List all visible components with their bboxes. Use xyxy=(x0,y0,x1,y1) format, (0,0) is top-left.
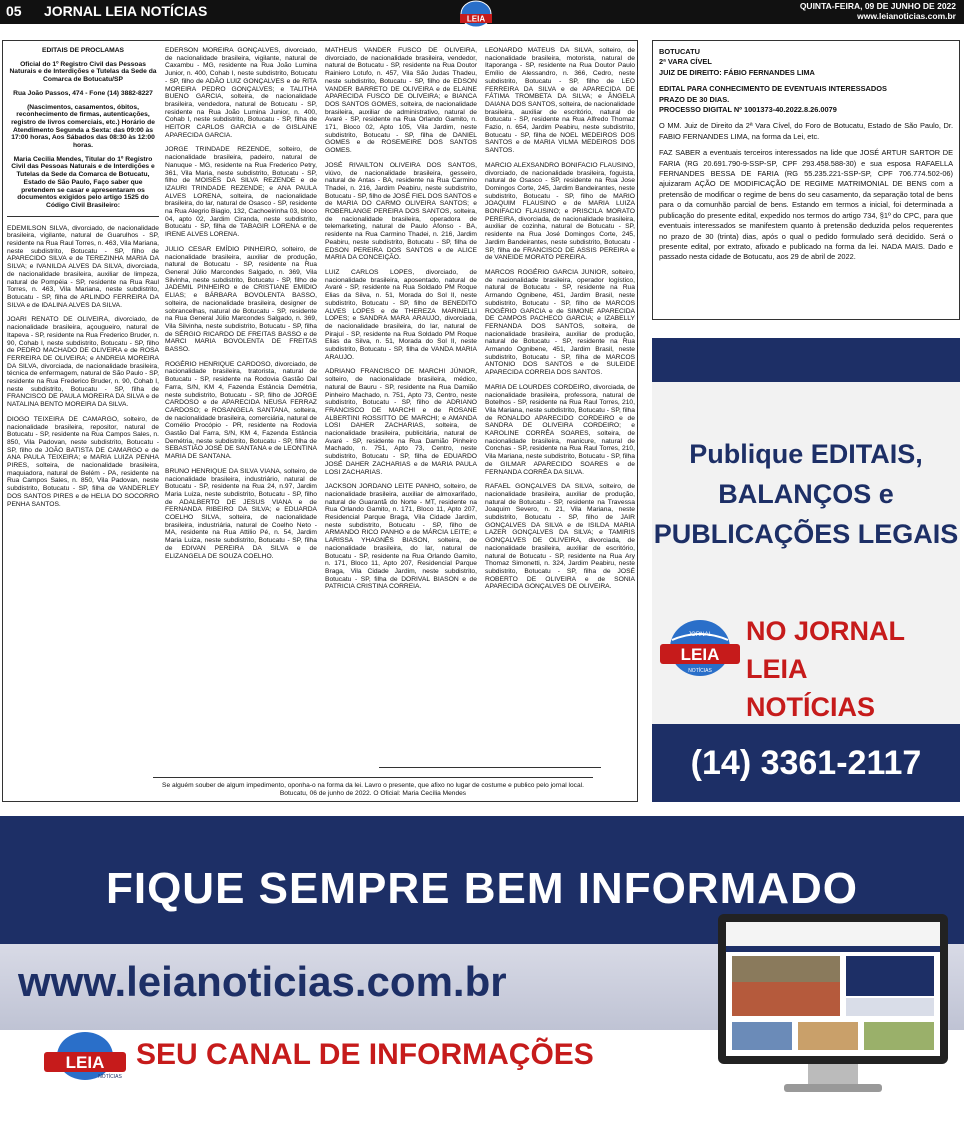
header-date-block xyxy=(800,1,956,21)
proclama-entry: RAFAEL GONÇALVES DA SILVA, solteiro, de nacionalidade brasileira, auxiliar de produção, natural de Botucatu - SP, residente na Travessa Joaquim Severo, n. 21, Vila Mariana, neste subdistrito, Botucatu - SP, filho de JAIR GONÇALVES DA SILVA e de ISILDA MARIA LAZER GONÇALVES DA SILVA; e TAMIRIS GONÇALVES DE OLIVEIRA, divorciada, de nacionalidade brasileira, auxiliar de escritório, natural de Botucatu - SP, residente na Rua Ary Thomaz Simonetti, n. 324, Jardim Peabiru, neste subdistrito, Botucatu - SP, filha de JOSÉ ROBERTO DE OLIVEIRA e de SONIA APARECIDA GONÇALVES DE OLIVEIRA. xyxy=(485,483,635,591)
proclama-entry: LUIZ CARLOS LOPES, divorciado, de nacionalidade brasileira, aposentado, natural de Avaré - SP, residente na Rua Soldado PM Roque Elias da Silva, n. 51, Morada do Sol II, neste subdistrito, Botucatu - SP, filho de BENEDITO ALVES LOPES e de THEREZA MARINELLI LOPES; e SANDRA MARA ARAUJO, divorciada, de nacionalidade brasileira, do lar, natural de Pirajuí - SP, residente na Rua Soldado PM Roque Elias da Silva, n. 51, Morada do Sol II, neste subdistrito, Botucatu - SP, filha de VANDA MARIA ARAUJO. xyxy=(325,268,477,361)
edital-column-4 xyxy=(485,47,635,747)
edital-intro: Maria Cecilia Mendes, Titular do 1º Registro Civil das Pessoas Naturais e de Interdições e Tutelas da Sede da Comarca de Botucatu, Estado de São Paulo, Faço saber que pretendem se casar e apresentaram os documentos exigidos pelo artigo 1525 do Código Civil Brasileiro: xyxy=(11,155,155,209)
ad2-logo-main: LEIA xyxy=(65,1053,105,1072)
proclama-entry: DIOGO TEIXEIRA DE CAMARGO, solteiro, de nacionalidade brasileira, repositor, natural de Botucatu - SP, residente na Rua Campos Sales, n. 850, Vila Padovan, neste subdistrito, Botucatu - SP, filho de JOÃO BATISTA DE CAMARGO e de ANA PAULA TEIXEIRA; e MARIA LUIZA PENHA PIRES, solteira, de nacionalidade brasileira, maquiadora, natural de Belém - PA, residente na Rua Campos Sales, n. 850, Vila Padovan, neste subdistrito, Botucatu - SP, filha de VANDERLEY DOS SANTOS PIRES e de HELIA DO SOCORRO PENHA SANTOS. xyxy=(7,415,159,508)
proclama-entry: ADRIANO FRANCISCO DE MARCHI JÚNIOR, solteiro, de nacionalidade brasileira, médico, natural de Bauru - SP, residente na Rua Damião Pinheiro Machado, n. 751, Apto 73, Centro, neste subdistrito, Botucatu - SP, filho de ADRIANO FRANCISCO DE MARCHI e de ROSANE ALBERTINI ROSSITTO DE MARCHI; e AMANDA LOSI DAHER ZACHARIAS, solteira, de nacionalidade brasileira, publicitária, natural de Avaré - SP, residente na Rua Damião Pinheiro Machado, n. 751, Apto 73, Centro, neste subdistrito, Botucatu - SP, filha de EDUARDO JOSÉ DAHER ZACHARIAS e de MARIA PAULA LOSI ZACHARIAS. xyxy=(325,368,477,476)
leia-logo-icon xyxy=(656,614,744,684)
ad-top-band xyxy=(652,338,960,388)
proclama-entry: JULIO CESAR EMÍDIO PINHEIRO, solteiro, de nacionalidade brasileira, auxiliar de produção, natural de Botucatu - SP, residente na Rua General Júlio Marcondes Salgado, n. 369, Vila Silvinha, neste subdistrito, Botucatu - SP, filho de JADEMIL PINHEIRO e de CRISTIANE EMIDIO ELIAS; e BÁRBARA BOVOLENTA BASSO, solteira, de nacionalidade brasileira, designer de sobrancelhas, natural de Botucatu - SP, residente na Rua General Júlio Marcondes Salgado, n. 369, Vila Silvinha, neste subdistrito, Botucatu - SP, filha de SÉRGIO RICARDO DE FREITAS BASSO e de MARCI MARIA BOVOLENTA DE FREITAS BASSO. xyxy=(165,245,317,354)
ad-logo-main: LEIA xyxy=(680,645,720,664)
ad-fique-informado[interactable] xyxy=(0,816,964,1123)
ad-red-line-1: NO JORNAL LEIA xyxy=(746,616,905,684)
edital-address: Rua João Passos, 474 - Fone (14) 3882-8227 xyxy=(13,89,153,97)
ad-logo-sub: NOTÍCIAS xyxy=(688,668,712,674)
proclama-entry: BRUNO HENRIQUE DA SILVA VIANA, solteiro, de nacionalidade brasileira, industriário, natural de Botucatu - SP, residente na Rua 24, n.97, Jardim Maria Luiza, neste subdistrito, Botucatu - SP, filho de ADALBERTO DE JESUS VIANA e de FERNANDA RIBEIRO DA SILVA; e EDUARDA COELHO SILVA, solteira, de nacionalidade brasileira, industriária, natural de Coelho Neto - MA, residente na Rua Attilio Pé, n. 54, Jardim Maria Luiza, neste subdistrito, Botucatu - SP, filha de EDIVAN PEREIRA DA SILVA e de ELIZANGELA DE SOUZA COELHO. xyxy=(165,467,317,560)
edital2-title: EDITAL PARA CONHECIMENTO DE EVENTUAIS INTERESSADOS xyxy=(659,84,887,94)
edital2-vara: 2ª VARA CÍVEL xyxy=(659,57,712,67)
signature-line xyxy=(379,767,601,768)
edital2-juiz: JUIZ DE DIREITO: FÁBIO FERNANDES LIMA xyxy=(659,67,815,77)
proclama-entry: ROGÉRIO HENRIQUE CARDOSO, divorciado, de nacionalidade brasileira, tratorista, natural de Botucatu - SP, residente na Rodovia Gastão Dal Farra, S/N, KM 4, Fazenda Estância Demétria, neste subdistrito, Botucatu - SP, filho de JORGE CARDOSO e de APARECIDA NEUSA FERRAZ CARDOSO; e ROSANGELA SANTANA, solteira, de nacionalidade brasileira, comerciária, natural de Cornélio Procópio - PR, residente na Rodovia Gastão Dal Farra, S/N, KM 4, Fazenda Estância Demétria, neste subdistrito, Botucatu - SP, filha de SEBASTIÃO JOSÉ DE SANTANA e de LEONTINA MARIA DE SANTANA. xyxy=(165,360,317,461)
edital2-prazo: PRAZO DE 30 DIAS. xyxy=(659,94,730,104)
proclama-entry: EDEMILSON SILVA, divorciado, de nacionalidade brasileira, vigilante, natural de Guarulhos - SP, residente na Rua Raul Torres, n. 463, Vila Mariana, neste subdistrito, Botucatu - SP, filho de APARECIDO SILVA e de TEREZINHA MARIA DA SILVA; e IVANILDA ALVES DA SILVA, divorciada, de nacionalidade brasileira, auxiliar de limpeza, natural de Pompéia - SP, residente na Rua Raul Torres, n. 463, Vila Mariana, neste subdistrito, Botucatu - SP, filha de ARLINDO FERREIRA DA SILVA e de IDALINA ALVES DA SILVA. xyxy=(7,224,159,309)
leia-logo-icon xyxy=(456,0,496,30)
proclama-entry: MARCOS ROGÉRIO GARCIA JUNIOR, solteiro, de nacionalidade brasileira, operador logístico, natural de Botucatu - SP, residente na Rua Armando Ognibene, 451, Jardim Brasil, neste subdistrito, Botucatu - SP, filho de MARCOS ROGÉRIO GARCIA e de SIMONE APARECIDA DE CAMPOS PACHECO GARCIA; e IZABELLY FERNANDA DOS SANTOS, solteira, de nacionalidade brasileira, auxiliar de produção, natural de Botucatu - SP, residente na Rua Armando Ognibene, 451, Jardim Brasil, neste subdistrito, Botucatu - SP, filha de MARCOS ANTONIO DOS SANTOS e de SULEIDE APARECIDA CORREIA DOS SANTOS. xyxy=(485,268,635,377)
proclama-entry: JORGE TRINDADE REZENDE, solteiro, de nacionalidade brasileira, padeiro, natural de Nanuque - MG, residente na Rua Frederico Petry, 361, Vila Maria, neste subdistrito, Botucatu - SP, filho de MOISÉS DA SILVA REZENDE e de IZAURI TRINDADE REZENDE; e ANA PAULA ALVES LORENA, solteira, de nacionalidade brasileira, do lar, natural de Osasco - SP, residente na Rua Alegrio Biagio, 132, Cachoeirinha 03, bloco 04, apto 02, Jardim Ciranda, neste subdistrito, Botucatu - SP, filha de TABAGIR LORENA e de IRENE ALVES LORENA. xyxy=(165,146,317,239)
page-number: 05 xyxy=(6,3,22,19)
edital-heading xyxy=(7,47,159,210)
proclama-entry: JOARI RENATO DE OLIVEIRA, divorciado, de nacionalidade brasileira, açougueiro, natural de Itapeva - SP, residente na Rua Frederico Bruder, n. 90, Cohab I, neste subdistrito, Botucatu - SP, filho de PEDRO MACHADO DE OLIVEIRA e de ROSA FERREIRA DE OLIVEIRA; e ANDREIA MOREIRA DA SILVA, divorciada, de nacionalidade brasileira, técnica de enfermagem, natural de São Paulo - SP, residente na Rua Frederico Bruder, n. 90, Cohab I, neste subdistrito, Botucatu - SP, filha de FRANCISCO DE PAULA MOREIRA DA SILVA e de NATALINA BENTO MOREIRA DA SILVA. xyxy=(7,316,159,409)
ad-tagline: SEU CANAL DE INFORMAÇÕES xyxy=(136,1038,594,1071)
ad-publique-editais[interactable] xyxy=(652,338,960,802)
page-header xyxy=(0,0,964,24)
leia-logo-icon xyxy=(40,1030,130,1090)
edital2-city: BOTUCATU xyxy=(659,47,700,56)
proclama-entry: JOSÉ RIVAILTON OLIVEIRA DOS SANTOS, viúvo, de nacionalidade brasileira, gesseiro, natural de Antas - BA, residente na Rua Carmino Thadei, n. 216, Jardim Peabiru, neste subdistrito, Botucatu - SP, filho de JOSÉ FIEL DOS SANTOS e de MARIA DO CARMO OLIVEIRA SANTOS; e ROBERLANGE PEREIRA DOS SANTOS, solteira, de nacionalidade brasileira, operadora de telemarketing, natural de Paulo Afonso - BA, residente na Rua Carmino Thadei, n. 216, Jardim Peabiru, neste subdistrito, Botucatu - SP, filha de EDSON PEREIRA DOS SANTOS e de ALICE MARIA DA CONCEIÇÃO. xyxy=(325,161,477,262)
ad2-logo-sub: NOTÍCIAS xyxy=(98,1074,122,1080)
edital2-processo: PROCESSO DIGITAL Nº 1001373-40.2022.8.26.0079 xyxy=(659,105,837,115)
proclama-entry: EDERSON MOREIRA GONÇALVES, divorciado, de nacionalidade brasileira, vigilante, natural de Caxambu - MG, residente na Rua João Lumina Junior, n. 400, Cohab I, neste subdistrito, Botucatu - SP, filho de ADÃO LUIZ GONÇALVES e de RITA MOREIRA PEDRO GONÇALVES; e TALITHA BUENO GARCIA, solteira, de nacionalidade brasileira, vendedora, natural de Botucatu - SP, residente na Rua João Lumina Junior, n. 400, Cohab I, neste subdistrito, Botucatu - SP, filha de HEITOR CARLOS GARCIA e de GISLAINE APARECIDA GARCIA. xyxy=(165,47,317,139)
edital2-paragraph-1: O MM. Juiz de Direito da 2ª Vara Cível, do Foro de Botucatu, Estado de São Paulo, Dr. FABIO FERNANDES LIMA, na forma da Lei, etc. xyxy=(659,121,953,141)
ad-headline xyxy=(652,434,960,554)
edital-footer: Se alguém souber de algum impedimento, oponha-o na forma da lei. Lavro o presente, que afixo no lugar de costume e publico pelo jornal local. Botucatu, 06 de junho de 2022. O Oficial: Maria Cecília Mendes xyxy=(153,777,593,798)
ad-headline-line-2: BALANÇOS e xyxy=(718,479,894,509)
ad-logo-small: JORNAL xyxy=(688,632,712,638)
header-site: www.leianoticias.com.br xyxy=(857,11,956,21)
edital-column-2 xyxy=(165,47,317,747)
ad-headline-line-3: PUBLICAÇÕES LEGAIS xyxy=(653,519,959,549)
edital-column-1 xyxy=(7,47,159,747)
ad-bottom-headline: FIQUE SEMPRE BEM INFORMADO xyxy=(105,864,859,913)
proclama-entry: MARCIO ALEXSANDRO BONIFACIO FLAUSINO, divorciado, de nacionalidade brasileira, foguista, natural de Osasco - SP, residente na Rua Jose Domingos Corte, 245, Jardim Bandeirantes, neste subdistrito, Botucatu - SP, filho de MARIO JOAQUIM FLAUSINO e de MARIA LUIZA BONIFACIO FLAUSINO; e PRISCILA MORATO PEREIRA, divorciada, de nacionalidade brasileira, auxiliar de cozinha, natural de Botucatu - SP, residente na Rua José Domingos Corte, 245, Jardim Bandeirantes, neste subdistrito, Botucatu - SP, filha de FRANCISCO DE ASSIS PEREIRA e de VANEIDE MORATO PEREIRA. xyxy=(485,161,635,262)
ad-red-line-2: NOTÍCIAS xyxy=(746,692,876,722)
ad-headline-line-1: Publique EDITAIS, xyxy=(689,439,923,469)
edital-office: Oficial do 1º Registro Civil das Pessoas Naturais e de Interdições e Tutelas da Sede da Comarca de Botucatu/SP xyxy=(9,60,157,84)
header-date: QUINTA-FEIRA, 09 DE JUNHO DE 2022 xyxy=(799,1,956,11)
proclama-entry: LEONARDO MATEUS DA SILVA, solteiro, de nacionalidade brasileira, motorista, natural de Itaporanga - SP, residente na Rua Doutor Paulo Emílio de Alessandro, n. 366, Cedro, neste subdistrito, Botucatu - SP, filho de LEO FERREIRA DA SILVA e de APARECIDA DE FÁTIMA TROMBETA DA SILVA; e ÂNGELA DAIANA DOS SANTOS, solteira, de nacionalidade brasileira, auxiliar de escritório, natural de Botucatu - SP, residente na Rua Alfredo Thomaz Fazio, n. 654, Jardim Peabiru, neste subdistrito, Botucatu - SP, filha de NOEL MEDEIROS DOS SANTOS e de MARIA VILMA MEDEIROS DOS SANTOS. xyxy=(485,47,635,155)
journal-name: JORNAL LEIA NOTÍCIAS xyxy=(44,3,208,19)
computer-monitor-icon xyxy=(700,910,962,1100)
edital2-paragraph-2: FAZ SABER a eventuais terceiros interessados na lide que JOSÉ ARTUR SARTOR DE FARIA (RG 20.691.790-9-SSP-SP, CPF 293.458.588-30) e sua esposa RAFAELLA FERNANDES BESSA DE FARIA (RG 55.235.221-SSP-SP, CPF 706.774.502-06) ajuizaram AÇÃO DE MODIFICAÇÃO DE REGIME MATRIMONIAL DE BENS com a pretensão de modificar o regime de bens do seu casamento, da separação total de bens para o da comunhão parcial de bens. Estando em termos a inicial, foi determinada a publicação do presente edital, expedido nos termos do artigo 734, §1º do CPC, para que eventuais interessados se manifestem quanto à pretensão deduzida pelos requerentes no prazo de 30 (trinta) dias, após o qual o pedido formulado será decidido. Será o presente edital, por extrato, afixado e publicado na forma da lei. NADA MAIS. Dado e passado nesta cidade de Botucatu, aos 29 de abril de 2022. xyxy=(659,148,953,262)
divider xyxy=(7,216,159,217)
edital-proclamas xyxy=(2,40,638,802)
edital-column-3 xyxy=(325,47,477,747)
edital-hours: (Nascimentos, casamentos, óbitos, reconhecimento de firmas, autenticações, registro de livros comerciais, etc.) Horário de Atendimento Segunda a Sexta: das 09:00 às 17:00 horas, Aos Sábados das 08:30 às 12:00 horas. xyxy=(11,103,155,150)
ad-red-text xyxy=(746,612,956,726)
edital-title: EDITAIS DE PROCLAMAS xyxy=(42,47,124,54)
ad-url[interactable]: www.leianoticias.com.br xyxy=(18,958,507,1005)
edital-vara-civel xyxy=(652,40,960,320)
proclama-entry: MARIA DE LOURDES CORDEIRO, divorciada, de nacionalidade brasileira, professora, natural de Botelhos - SP, residente na Rua Raul Torres, 210, Vila Mariana, neste subdistrito, Botucatu - SP, filha de RONALDO APARECIDO CORDEIRO e de SANDRA DE OLIVEIRA CORDEIRO; e KAROLINE CORRÊA SOARES, solteira, de nacionalidade brasileira, manicure, natural de Conchas - SP, residente na Rua Raul Torres, 210, Vila Mariana, neste subdistrito, Botucatu - SP, filha de GILMAR APARECIDO SOARES e de FERNANDA CORRÊA DA SILVA. xyxy=(485,383,635,476)
proclama-entry: MATHEUS VANDER FUSCO DE OLIVEIRA, divorciado, de nacionalidade brasileira, vendedor, natural de Botucatu - SP, residente na Rua Doutor Rainiero Lotufo, n. 457, Vila São Judas Thadeu, neste subdistrito, Botucatu - SP, filho de EDSON VANDER BARRETO DE OLIVEIRA e de ELAINE APARECIDA FUSCO DE OLIVEIRA; e BIANCA DOS SANTOS GOMES, solteira, de nacionalidade brasileira, auxiliar de administrativo, natural de Avaré - SP, residente na Rua Orlando Gamito, n. 171, Bloco 02, Apto 105, Vila Jardim, neste subdistrito, Botucatu - SP, filha de DANIEL GOMES e de ROSEMEIRE DOS SANTOS GOMES. xyxy=(325,47,477,155)
proclama-entry: JACKSON JORDANO LEITE PANHO, solteiro, de nacionalidade brasileira, auxiliar de almoxarifado, natural de Guarantã do Norte - MT, residente na Rua Orlando Gamito, n. 171, Bloco 11, Apto 207, Residencial Parque Braga, Vila Cidade Jardim, neste subdistrito, Botucatu - SP, filho de ARMANDO RICO PANHO e de MÁRCIA LEITE; e LARISSA YHAGNÊS BIASON, solteira, de nacionalidade brasileira, do lar, natural de Botucatu - SP, residente na Rua Orlando Gamito, n. 171, Bloco 11, Apto 207, Residencial Parque Braga, Vila Cidade Jardim, neste subdistrito, Botucatu - SP, filha de DORIVAL BIASON e de PATRICIA CRISTINA CORREIA. xyxy=(325,483,477,591)
header-logo-text: LEIA xyxy=(466,14,486,24)
ad-phone[interactable]: (14) 3361-2117 xyxy=(652,724,960,802)
